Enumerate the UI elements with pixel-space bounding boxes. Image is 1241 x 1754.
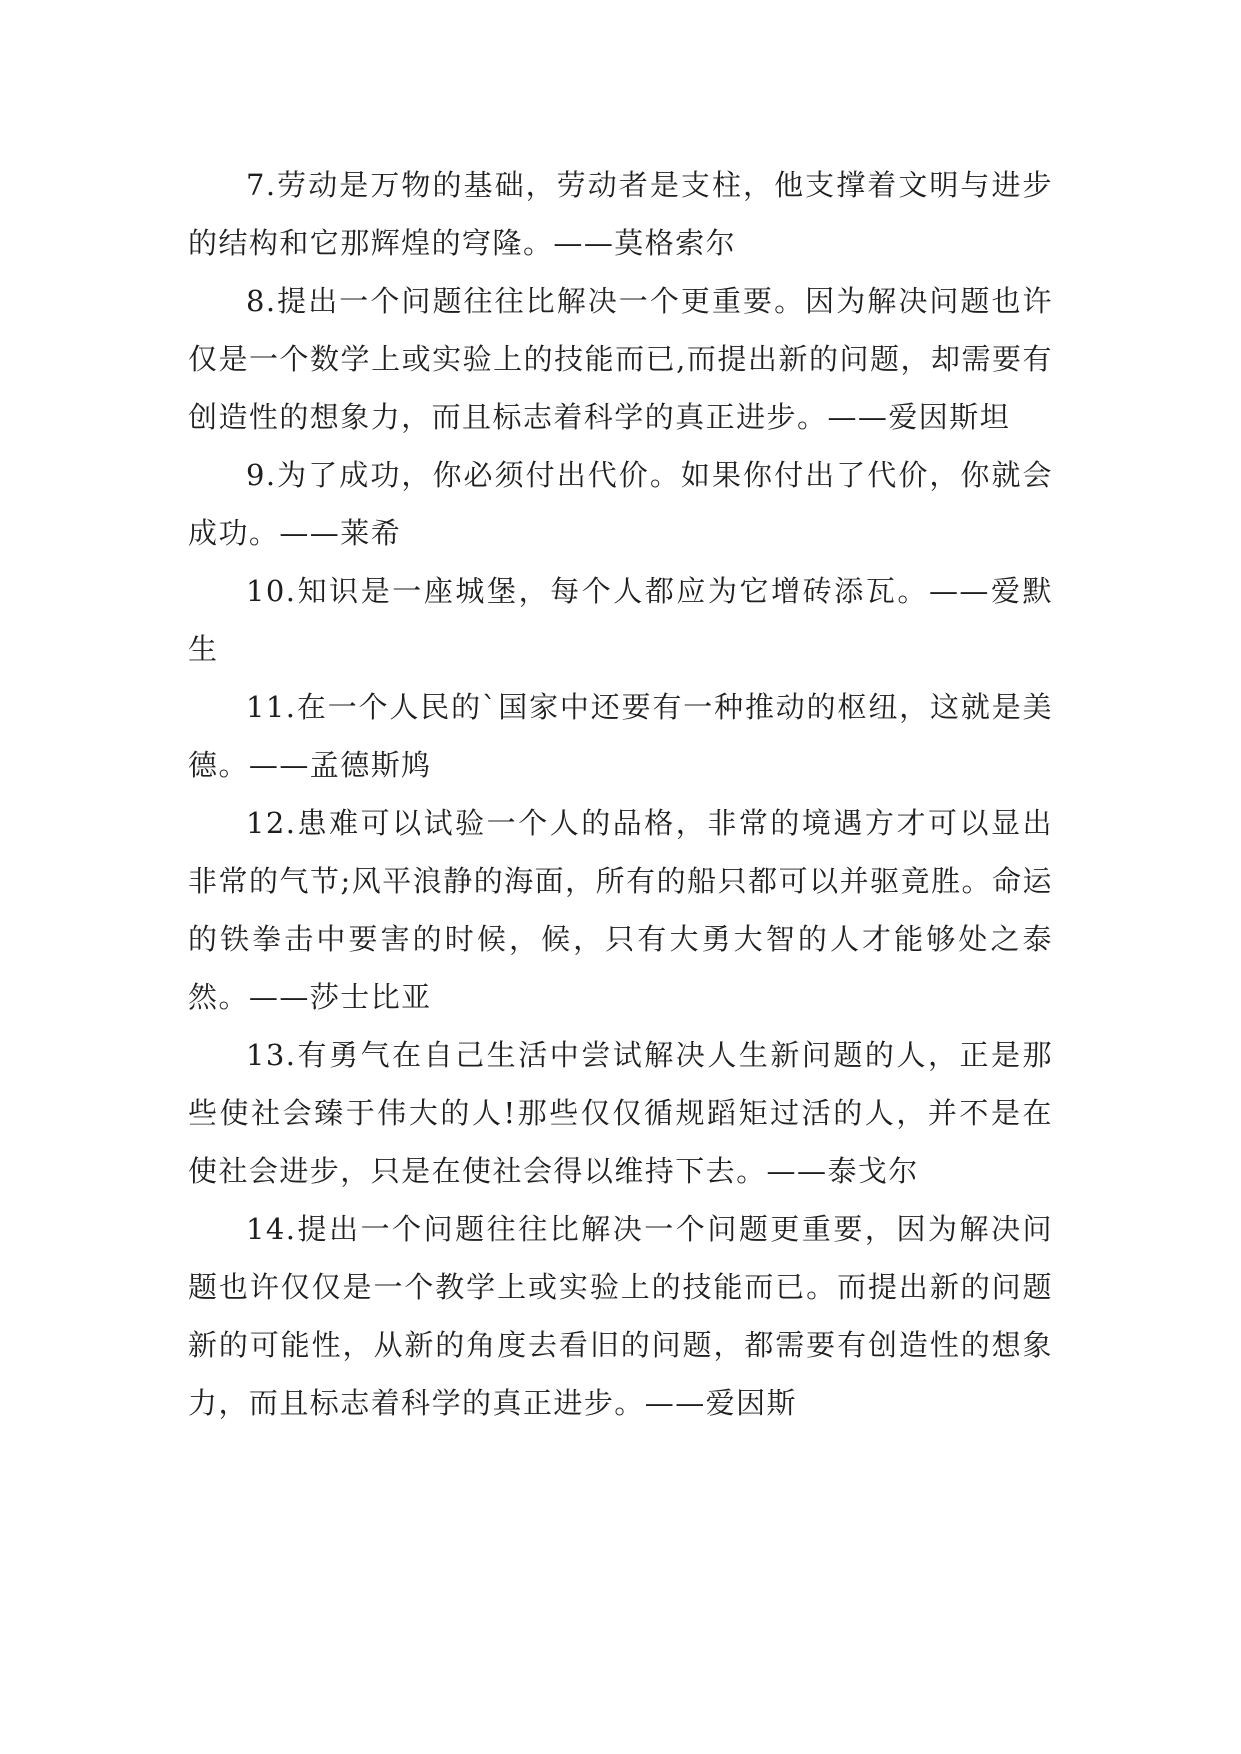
quote-paragraph-8: 8.提出一个问题往往比解决一个更重要。因为解决问题也许仅是一个数学上或实验上的技能而已,而提出新的问题，却需要有创造性的想象力，而且标志着科学的真正进步。——爱因斯坦 xyxy=(188,284,1053,434)
quote-paragraph-11: 11.在一个人民的`国家中还要有一种推动的枢纽，这就是美德。——孟德斯鸠 xyxy=(188,690,1053,782)
quote-paragraph-9: 9.为了成功，你必须付出代价。如果你付出了代价，你就会成功。——莱希 xyxy=(188,458,1053,550)
document-body xyxy=(188,156,1053,1432)
quote-paragraph-14: 14.提出一个问题往往比解决一个问题更重要，因为解决问题也许仅仅是一个教学上或实验上的技能而已。而提出新的问题新的可能性，从新的角度去看旧的问题，都需要有创造性的想象力，而且标志着科学的真正进步。——爱因斯 xyxy=(188,1212,1053,1420)
quote-paragraph-12: 12.患难可以试验一个人的品格，非常的境遇方才可以显出非常的气节;风平浪静的海面，所有的船只都可以并驱竟胜。命运的铁拳击中要害的时候，候，只有大勇大智的人才能够处之泰然。——莎士比亚 xyxy=(188,806,1053,1014)
quote-paragraph-10: 10.知识是一座城堡，每个人都应为它增砖添瓦。——爱默生 xyxy=(188,574,1053,666)
quote-paragraph-7: 7.劳动是万物的基础，劳动者是支柱，他支撑着文明与进步的结构和它那辉煌的穹隆。——莫格索尔 xyxy=(188,168,1053,260)
quote-paragraph-13: 13.有勇气在自己生活中尝试解决人生新问题的人，正是那些使社会臻于伟大的人!那些仅仅循规蹈矩过活的人，并不是在使社会进步，只是在使社会得以维持下去。——泰戈尔 xyxy=(188,1038,1053,1188)
